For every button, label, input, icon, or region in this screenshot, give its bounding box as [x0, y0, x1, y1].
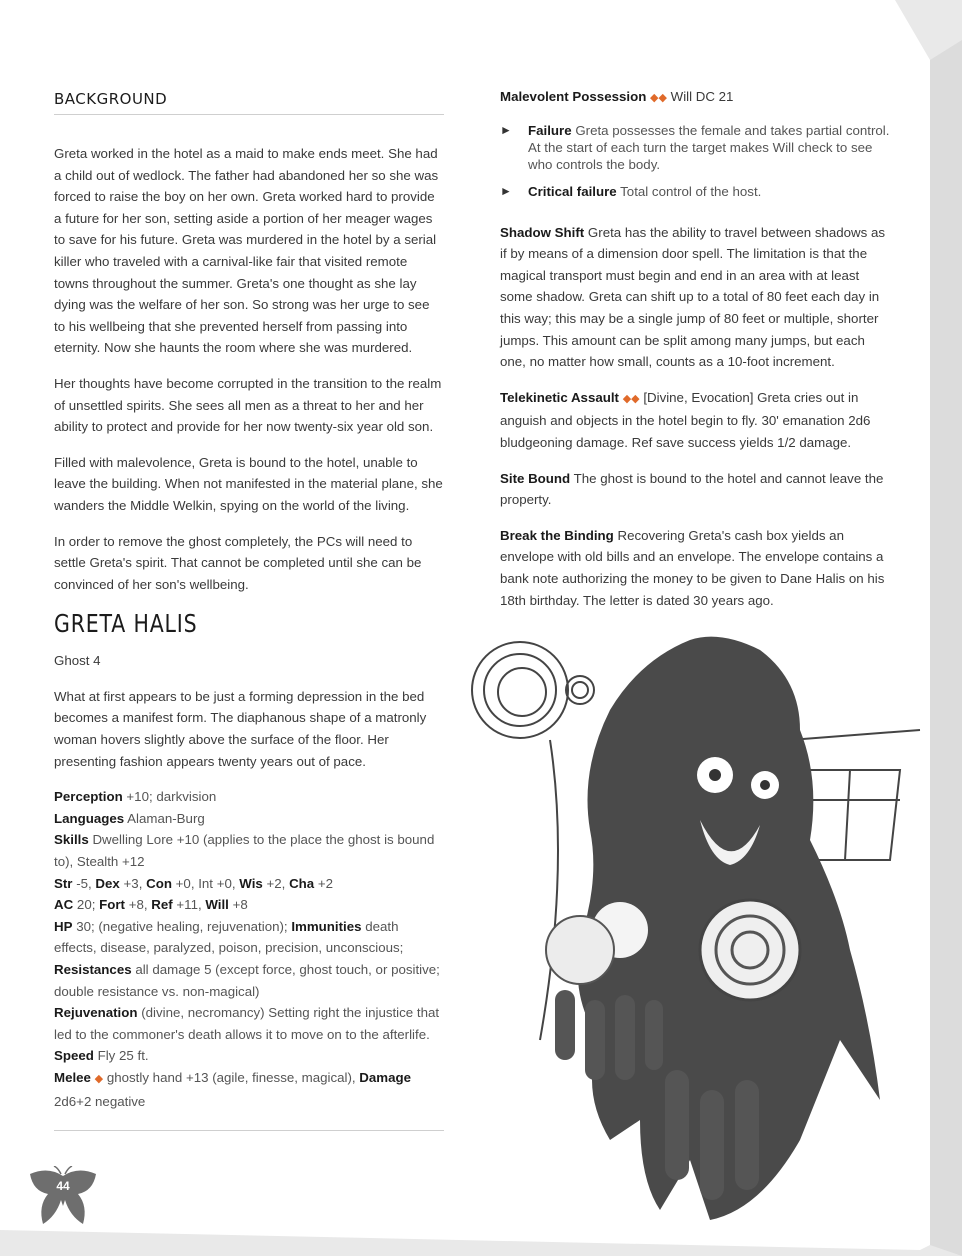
critical-failure-bullet: ► Critical failure Total control of the host.	[500, 183, 762, 199]
bullet-triangle-icon: ►	[500, 183, 512, 198]
single-action-icon: ◆	[94, 1072, 104, 1085]
page-number: 44	[56, 1179, 70, 1193]
defenses-line: AC 20; Fort +8, Ref +11, Will +8	[54, 897, 248, 913]
break-binding-ability: Break the Binding Recovering Greta's cash box yields an envelope with old bills and an envelope. The envelope contains a bank note authorizing the money to be given to Dane Halis on his 18th birthday. The letter is dated 30 years ago.	[500, 527, 885, 608]
ghost-illustration	[460, 620, 930, 1230]
right-column	[500, 86, 890, 625]
two-action-icon: ◆◆	[622, 392, 640, 405]
skills-line: Skills Dwelling Lore +10 (applies to the place the ghost is bound to), Stealth +12	[54, 832, 435, 870]
telekinetic-ability: Telekinetic Assault ◆◆ [Divine, Evocation] Greta cries out in anguish and objects in the hotel begin to fly. 30' emanation 2d6 bludgeoning damage. Ref save success yields 1/2 damage.	[500, 389, 871, 450]
moth-icon	[28, 1166, 98, 1226]
creature-name: GRETA HALIS	[54, 609, 198, 639]
creature-description: What at first appears to be just a forming depression in the bed becomes a manifest form. The diaphanous shape of a matronly woman hovers slightly above the surface of the floor. Her presenting fashion appears twenty years out of pace.	[54, 688, 427, 769]
background-paragraph: Greta worked in the hotel as a maid to make ends meet. She had a child out of wedlock. The father had abandoned her so she was forced to raise the boy on her own. Greta worked hard to provide a future for her son, setting aside a portion of her meager wages to save for his future. Greta was murdered in the hotel by a serial killer who traveled with a carnival-like fair that visited remote towns throughout the summer. Greta's one thought as she lay dying was the welfare of her son. So strong was her urge to see to his wellbeing that she prevented herself from passing into eternity. Now she haunts the room where she was murdered.	[54, 146, 439, 356]
column-divider	[54, 1130, 444, 1131]
background-paragraph: Filled with malevolence, Greta is bound to the hotel, unable to leave the building. When not manifested in the material plane, she wanders the Middle Welkin, spying on the world of the living.	[54, 454, 443, 513]
creature-type: Ghost 4	[54, 653, 101, 669]
speed-line: Speed Fly 25 ft.	[54, 1048, 149, 1064]
background-heading: BACKGROUND	[54, 90, 444, 115]
page-number-badge	[28, 1166, 98, 1226]
background-paragraph: In order to remove the ghost completely, the PCs will need to settle Greta's spirit. That cannot be completed until she can be convinced of her son's wellbeing.	[54, 533, 422, 592]
possession-ability: Malevolent Possession ◆◆ Will DC 21	[500, 89, 734, 104]
melee-line: Melee ◆ ghostly hand +13 (agile, finesse, magical), Damage 2d6+2 negative	[54, 1069, 412, 1109]
rejuvenation-line: Rejuvenation (divine, necromancy) Setting right the injustice that led to the commoner's death allows it to move on to the afterlife.	[54, 1005, 440, 1042]
perception-line: Perception +10; darkvision	[54, 789, 217, 805]
bullet-triangle-icon: ►	[500, 122, 512, 137]
languages-line: Languages Alaman-Burg	[54, 810, 205, 826]
left-column	[54, 86, 444, 1131]
hp-line: HP 30; (negative healing, rejuvenation); Immunities death effects, disease, paralyzed, poison, precision, unconscious; Resistances all damage 5 (except force, ghost touch, or positive; double resistance vs. non-magical)	[54, 918, 440, 999]
shadow-shift-ability: Shadow Shift Greta has the ability to travel between shadows as if by means of a dimension door spell. The limitation is that the magical transport must begin and end in an area with at least some shadow. Greta can shift up to a total of 80 feet each day in this way; this may be a single jump of 80 feet or multiple, shorter jumps. This amount can be split among many jumps, but each one, no matter how small, counts as a 10-foot increment.	[500, 224, 886, 370]
two-action-icon: ◆◆	[650, 92, 667, 104]
site-bound-ability: Site Bound The ghost is bound to the hotel and cannot leave the property.	[500, 470, 884, 508]
background-paragraph: Her thoughts have become corrupted in the transition to the realm of unsettled spirits. She sees all men as a threat to her and her ability to protect and provide for her now twenty-six year old son.	[54, 375, 442, 435]
failure-bullet: ► Failure Greta possesses the female and takes partial control. At the start of each turn the target makes Will check to see who controls the body.	[500, 122, 890, 172]
ability-scores-line: Str -5, Dex +3, Con +0, Int +0, Wis +2, Cha +2	[54, 875, 334, 891]
